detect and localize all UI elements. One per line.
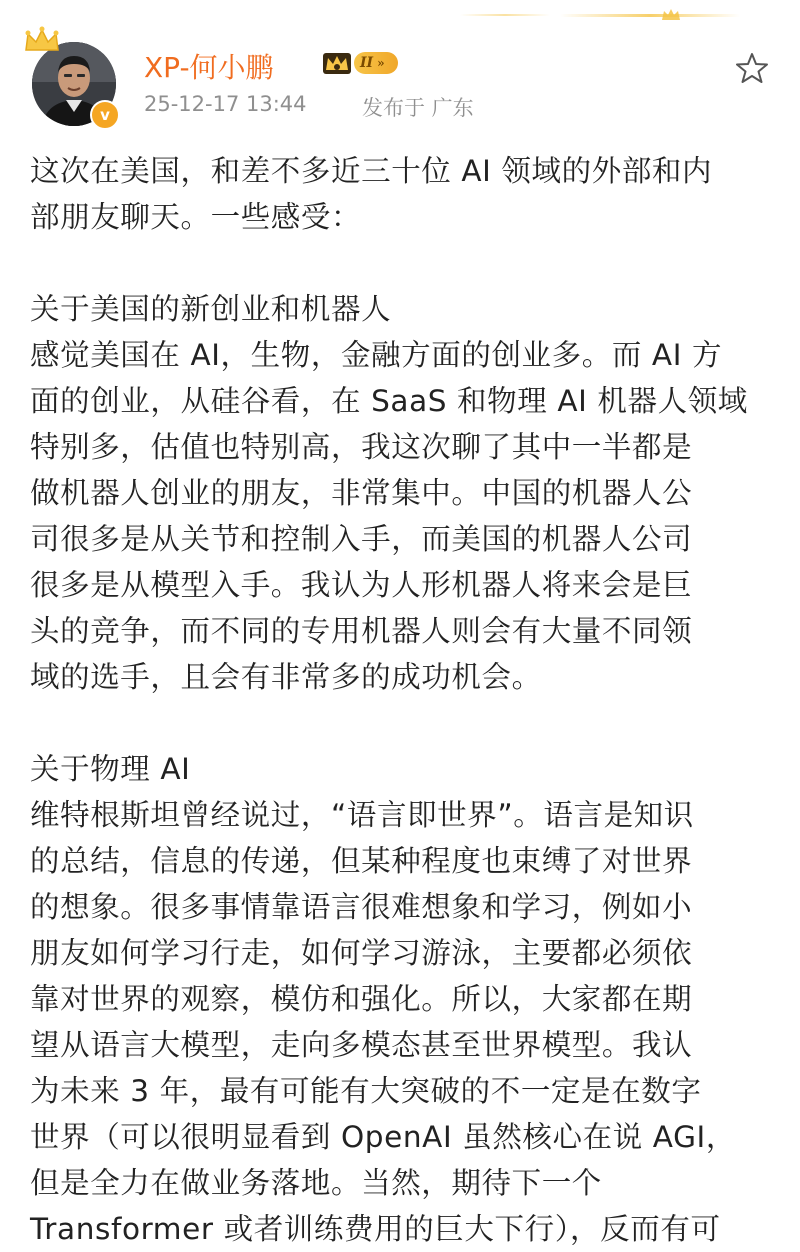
post-timestamp: 25-12-17 13:44 — [144, 92, 307, 116]
level-label: II — [360, 55, 374, 71]
text-line: 司很多是从关节和控制入手，而美国的机器人公司 — [30, 522, 693, 556]
text-line: 靠对世界的观察，模仿和强化。所以，大家都在期 — [30, 982, 693, 1016]
text-line-partial: Transformer 或者训练费用的巨大下行），反而有可 — [30, 1212, 721, 1246]
vip-crown-icon — [320, 48, 354, 78]
text-line: 感觉美国在 AI，生物，金融方面的创业多。而 AI 方 — [30, 338, 723, 372]
section-heading: 关于物理 AI — [30, 752, 191, 786]
text-line: 做机器人创业的朋友，非常集中。中国的机器人公 — [30, 476, 693, 510]
level-chevron-icon: » — [377, 56, 385, 70]
top-decoration — [0, 0, 800, 20]
text-line: 世界（可以很明显看到 OpenAI 虽然核心在说 AGI， — [30, 1120, 736, 1154]
level-badge[interactable] — [354, 52, 398, 74]
text-line: 部朋友聊天。一些感受： — [30, 200, 362, 234]
text-line: 的想象。很多事情靠语言很难想象和学习，例如小 — [30, 890, 693, 924]
post-location: 发布于 广东 — [362, 96, 474, 120]
text-line: 朋友如何学习行走，如何学习游泳，主要都必须依 — [30, 936, 693, 970]
text-line: 为未来 3 年，最有可能有大突破的不一定是在数字 — [30, 1074, 702, 1108]
text-line: 但是全力在做业务落地。当然，期待下一个 — [30, 1166, 602, 1200]
top-crown-icon — [660, 6, 682, 24]
section-robotics — [30, 286, 774, 700]
intro-paragraph — [30, 148, 774, 240]
text-line: 域的选手，且会有非常多的成功机会。 — [30, 660, 542, 694]
paragraph-gap — [30, 240, 774, 286]
verified-mark: v — [100, 106, 110, 124]
text-line: 很多是从模型入手。我认为人形机器人将来会是巨 — [30, 568, 693, 602]
post-content — [30, 148, 774, 1252]
text-line: 这次在美国，和差不多近三十位 AI 领域的外部和内 — [30, 154, 713, 188]
section-heading: 关于美国的新创业和机器人 — [30, 292, 392, 326]
top-deco-line-left — [460, 14, 550, 16]
star-outline-icon[interactable] — [734, 50, 770, 86]
text-line: 维特根斯坦曾经说过，“语言即世界”。语言是知识 — [30, 798, 694, 832]
verified-badge-icon — [90, 100, 120, 130]
paragraph-gap — [30, 700, 774, 746]
avatar-container[interactable] — [28, 36, 122, 130]
avatar-crown-icon — [22, 24, 62, 56]
text-line: 头的竞争，而不同的专用机器人则会有大量不同领 — [30, 614, 693, 648]
section-physical-ai — [30, 746, 774, 1252]
text-line: 望从语言大模型，走向多模态甚至世界模型。我认 — [30, 1028, 693, 1062]
top-deco-line — [560, 14, 740, 17]
text-line: 的总结，信息的传递，但某种程度也束缚了对世界 — [30, 844, 693, 878]
text-line: 特别多，估值也特别高，我这次聊了其中一半都是 — [30, 430, 693, 464]
username[interactable]: XP-何小鹏 — [144, 51, 274, 84]
text-line: 面的创业，从硅谷看，在 SaaS 和物理 AI 机器人领域 — [30, 384, 748, 418]
post-header — [28, 36, 772, 132]
